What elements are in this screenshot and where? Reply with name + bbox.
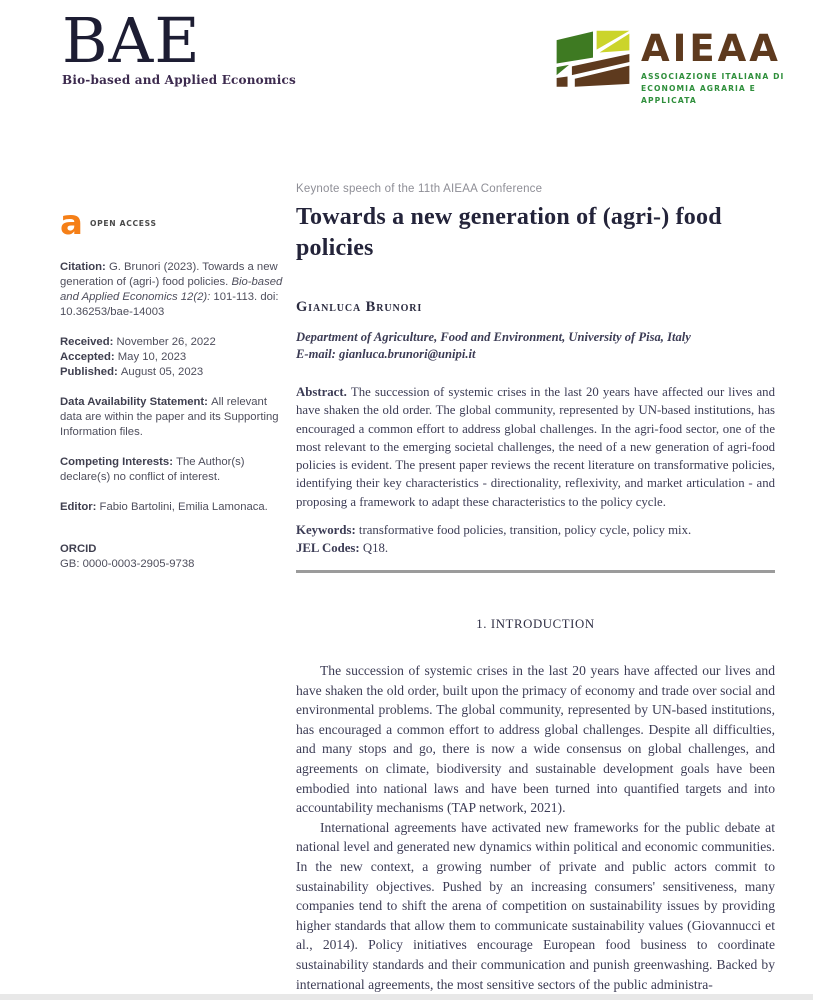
- aieaa-logo-text: [641, 27, 813, 106]
- data-availability-text: All relevant data are within the paper and its Supporting Information files.: [60, 396, 279, 438]
- published-label: Published:: [60, 366, 121, 378]
- orcid-value: GB: 0000-0003-2905-9738: [60, 558, 195, 570]
- citation-journal-name: Bio-based and Applied Economics 12(2):: [60, 276, 283, 303]
- bae-logo-text: BAE: [62, 4, 201, 77]
- section-heading-introduction: 1. INTRODUCTION: [476, 617, 595, 632]
- editor-label: Editor:: [60, 501, 100, 513]
- keywords-text: transformative food policies, transition, policy cycle, policy mix.: [358, 523, 692, 538]
- sidebar-orcid: [60, 542, 288, 572]
- article-column: [296, 183, 775, 994]
- author-affiliation: Department of Agriculture, Food and Environment, University of Pisa, Italy: [296, 330, 691, 344]
- abstract: [296, 383, 775, 511]
- sidebar-spacer: [60, 530, 288, 542]
- article-kicker: Keynote speech of the 11th AIEAA Conference: [296, 183, 543, 195]
- keywords-label: Keywords:: [296, 523, 359, 538]
- metadata-sidebar: [60, 203, 288, 587]
- received-row: [60, 335, 288, 350]
- page-bottom-edge: [0, 994, 813, 1000]
- abstract-label: Abstract.: [296, 385, 351, 399]
- accepted-date: May 10, 2023: [117, 351, 187, 363]
- author-email-row: [296, 346, 775, 363]
- body-paragraph-2: International agreements have activated new frameworks for the public debate at national level and generated new dynamics within political and economic communities. In the new context, a growing number of private and public actors commit to sustainability objectives. Pushed by an increasing consumers' sensitiveness, many companies tend to shift the arena of competition on sustainability issues by providing higher standards that allow them to communicate sustainability values (Giovannucci et al., 2014). Policy initiatives encourage European food business to coordinate sustainability standards and their communication and punish greenwashing. Backed by international agreements, the most sensitive sectors of the public administra-: [296, 819, 775, 992]
- bae-logo-tagline: Bio-based and Applied Economics: [62, 73, 296, 88]
- keywords-row: [296, 522, 775, 540]
- aieaa-subtitle: [641, 71, 813, 106]
- open-access-label: OPEN ACCESS: [89, 218, 157, 228]
- body-paragraph-1: The succession of systemic crises in the last 20 years have affected our lives and have shaken the old order, built upon the primacy of economy and trade over social and environmental problems. The global community, represented by UN-based institutions, has encouraged a common effort to address global challenges. Despite all difficulties, and many stops and go, there is now a wide consensus on global challenges, and agreements on climate, biodiversity and sustainable development goals have been embodied into national laws and have been turned into quantified targets and into accountability mechanisms (TAP network, 2021).: [296, 663, 775, 816]
- orcid-label: ORCID: [60, 543, 97, 555]
- sidebar-citation: [60, 260, 288, 320]
- aieaa-subtitle-line1: ASSOCIAZIONE ITALIANA DI: [641, 72, 785, 81]
- citation-text: G. Brunori (2023). Towards a new generation of (agri-) food policies.: [60, 261, 278, 288]
- competing-interests-text: The Author(s) declare(s) no conflict of interest.: [60, 456, 245, 483]
- open-access-badge: [60, 203, 288, 243]
- sidebar-data-availability: [60, 395, 288, 440]
- citation-label: Citation:: [60, 261, 109, 273]
- editor-names: Fabio Bartolini, Emilia Lamonaca.: [99, 501, 268, 513]
- jel-codes-row: [296, 540, 775, 558]
- received-date: November 26, 2022: [116, 336, 216, 348]
- email-link[interactable]: gianluca.brunori@unipi.it: [339, 347, 476, 361]
- accepted-row: [60, 350, 288, 365]
- data-availability-label: Data Availability Statement:: [60, 396, 212, 408]
- sidebar-competing-interests: [60, 455, 288, 485]
- aieaa-acronym: AIEAA: [641, 27, 781, 70]
- aieaa-logo: [556, 27, 813, 106]
- jel-codes-label: JEL Codes:: [296, 540, 363, 555]
- accepted-label: Accepted:: [60, 351, 118, 363]
- citation-doi[interactable]: 101-113. doi: 10.36253/bae-14003: [60, 291, 279, 318]
- header-divider: [296, 570, 775, 573]
- competing-interests-label: Competing Interests:: [60, 456, 177, 468]
- bae-journal-logo: [62, 4, 296, 88]
- aieaa-subtitle-line2: ECONOMIA AGRARIA E APPLICATA: [641, 83, 756, 105]
- sidebar-editor: [60, 500, 288, 515]
- sidebar-dates: [60, 335, 288, 380]
- article-title: Towards a new generation of (agri-) food policies: [296, 204, 722, 261]
- author-name: Gianluca Brunori: [296, 299, 423, 315]
- jel-codes-value: Q18.: [362, 540, 389, 555]
- received-label: Received:: [60, 336, 117, 348]
- open-access-icon: a: [60, 203, 83, 243]
- published-date: August 05, 2023: [120, 366, 204, 378]
- email-label: E-mail:: [296, 347, 340, 361]
- published-row: [60, 365, 288, 380]
- aieaa-fields-icon: [556, 30, 630, 94]
- abstract-text: The succession of systemic crises in the last 20 years have affected our lives and have shaken the old order. The global community, represented by UN-based institutions, has encouraged a common effort to address global challenges. In the agri-food sector, one of the most relevant to the emerging societal challenges, the need of a new generation of agri-food policies is evident. The present paper reviews the recent literature on transformative policies, identifying their key characteristics - directionality, reflexivity, and market articulation - and proposing a framework to adapt these characteristics to the policy cycle.: [296, 385, 775, 509]
